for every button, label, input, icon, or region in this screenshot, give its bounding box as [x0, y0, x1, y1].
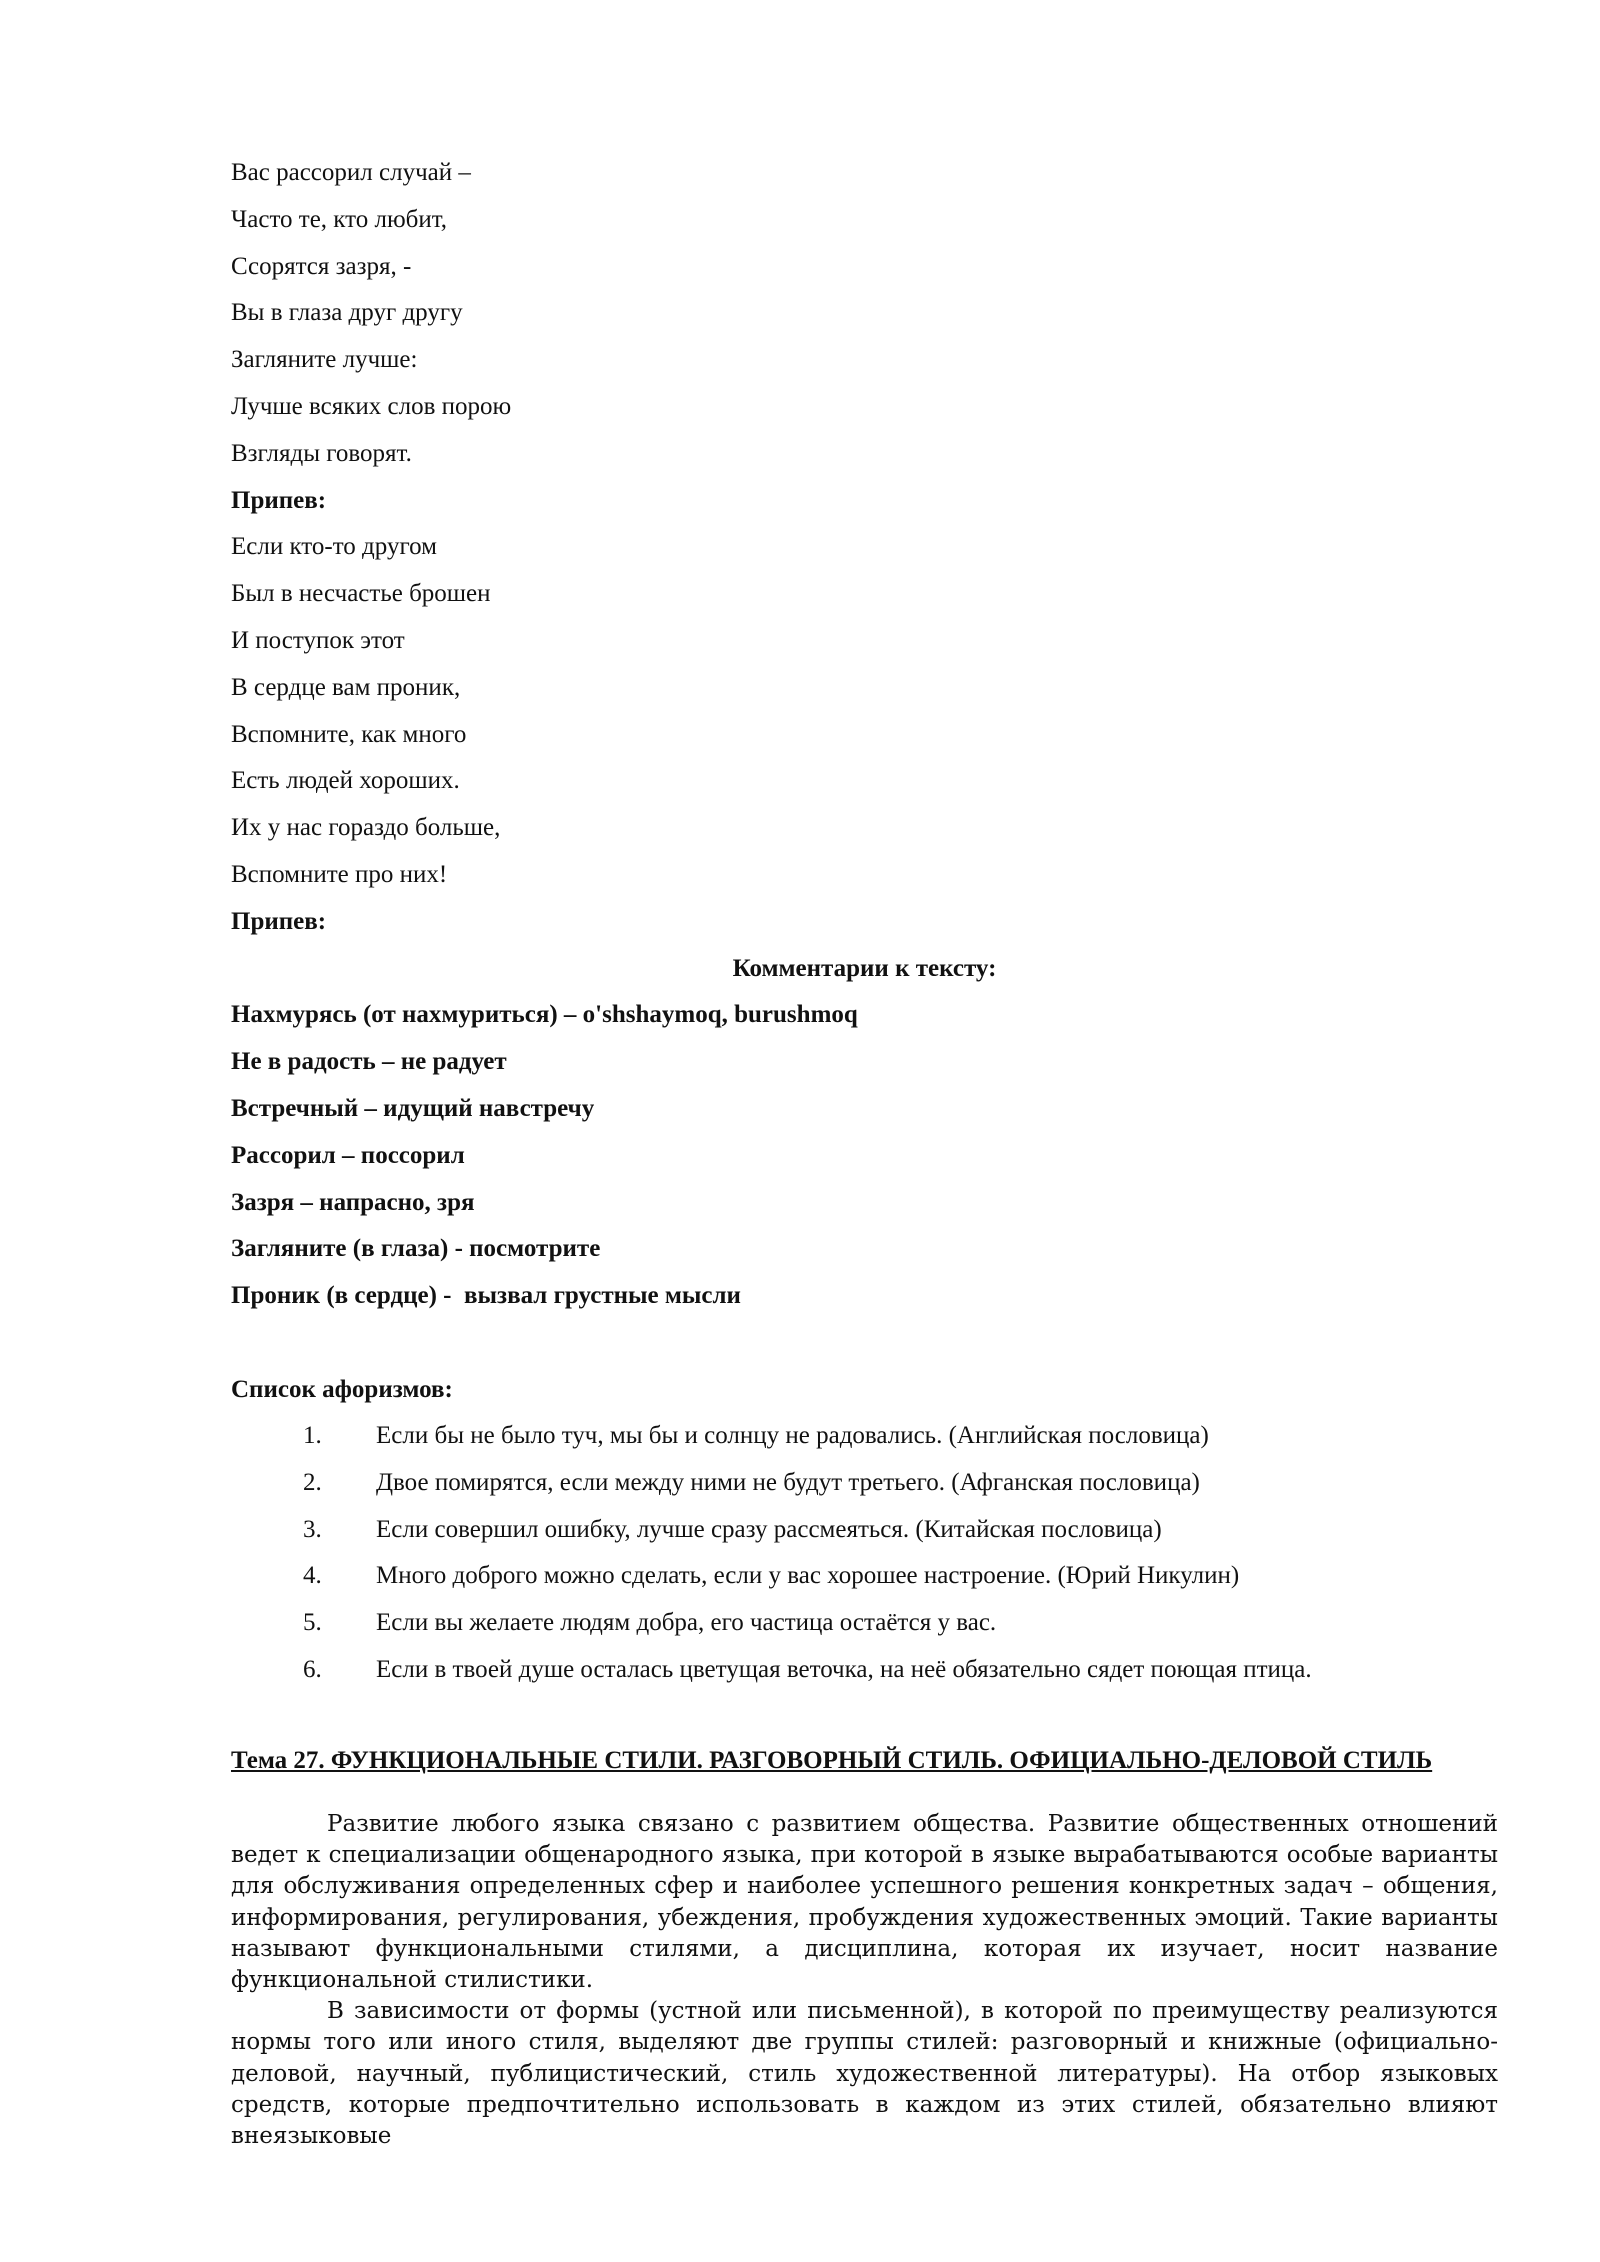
paragraph: Развитие любого языка связано с развитием общества. Развитие общественных отношений ведет к специализации общенародного языка, при которой в языке вырабатываются особые варианты для обслуживания определенных сфер и наиболее успешного решения конкретных задач – общения, информирования, регулирования, убеждения, пробуждения художественных эмоций. Такие варианты называют функциональными стилями, а дисциплина, которая их изучает, носит название функциональной стилистики. — [231, 1811, 1498, 1994]
verse-line: Загляните лучше: — [231, 346, 418, 374]
list-number: 5. — [303, 1609, 322, 1637]
aphorism-item — [231, 1647, 1498, 1694]
aphorism-item — [231, 1460, 1498, 1507]
aphorism-text: Если совершил ошибку, лучше сразу рассмеяться. (Китайская пословица) — [376, 1515, 1162, 1543]
paragraph: В зависимости от формы (устной или письменной), в которой по преимуществу реализуются нормы того или иного стиля, выделяют две группы стилей: разговорный и книжные (официально-деловой, научный, публицистический, стиль художественной литературы). На отбор языковых средств, которые предпочтительно использовать в каждом из этих стилей, обязательно влияют внеязыковые — [231, 1998, 1498, 2150]
glossary — [231, 992, 1498, 1320]
list-number: 4. — [303, 1562, 322, 1590]
aphorisms-heading: Список афоризмов: — [231, 1376, 453, 1403]
verse-line: Вас рассорил случай – — [231, 159, 471, 186]
aphorism-item — [231, 1600, 1498, 1647]
aphorism-text: Если в твоей душе осталась цветущая веточка, на неё обязательно сядет поющая птица. — [376, 1655, 1312, 1683]
aphorism-item — [231, 1507, 1498, 1554]
verse-line: Есть людей хороших. — [231, 767, 460, 795]
verse-line: Ссорятся зазря, - — [231, 252, 412, 280]
glossary-entry: Проник (в сердце) - вызвал грустные мысли — [231, 1282, 741, 1310]
body-text — [231, 1809, 1498, 2152]
aphorism-text: Если бы не было туч, мы бы и солнцу не радовались. (Английская пословица) — [376, 1422, 1209, 1449]
song-verse — [231, 150, 1498, 1320]
aphorism-item — [231, 1413, 1498, 1460]
verse-line: Был в несчастье брошен — [231, 580, 491, 608]
verse-line: Вы в глаза друг другу — [231, 299, 463, 327]
comments-heading: Комментарии к тексту: — [732, 954, 997, 982]
verse-line: Вспомните, как много — [231, 720, 467, 748]
list-number: 2. — [303, 1468, 322, 1496]
verse-line: Вспомните про них! — [231, 860, 448, 888]
glossary-entry: Не в радость – не радует — [231, 1048, 507, 1076]
verse-line: В сердце вам проник, — [231, 673, 461, 701]
chorus-label: Припев: — [231, 486, 327, 514]
aphorism-text: Двое помирятся, если между ними не будут третьего. (Афганская пословица) — [376, 1468, 1200, 1496]
glossary-entry: Рассорил – поссорил — [231, 1141, 465, 1169]
verse-line: Взгляды говорят. — [231, 439, 412, 467]
verse-line: И поступок этот — [231, 626, 405, 654]
glossary-entry: Загляните (в глаза) - посмотрите — [231, 1235, 601, 1263]
topic-heading: Тема 27. ФУНКЦИОНАЛЬНЫЕ СТИЛИ. РАЗГОВОРНЫЙ СТИЛЬ. ОФИЦИАЛЬНО-ДЕЛОВОЙ СТИЛЬ — [231, 1747, 1433, 1774]
verse-line: Если кто-то другом — [231, 533, 437, 561]
chorus-label: Припев: — [231, 907, 327, 935]
glossary-entry: Встречный – идущий навстречу — [231, 1094, 595, 1122]
aphorism-text: Много доброго можно сделать, если у вас хорошее настроение. (Юрий Никулин) — [376, 1562, 1240, 1590]
aphorism-text: Если вы желаете людям добра, его частица остаётся у вас. — [376, 1609, 997, 1637]
verse-line: Часто те, кто любит, — [231, 205, 448, 233]
list-number: 1. — [303, 1422, 322, 1449]
glossary-entry: Зазря – напрасно, зря — [231, 1188, 475, 1216]
list-number: 6. — [303, 1655, 322, 1683]
verse-line: Лучше всяких слов порою — [231, 392, 512, 420]
glossary-entry: Нахмурясь (от нахмуриться) – o'shshaymoq, burushmoq — [231, 1001, 858, 1029]
aphorism-item — [231, 1553, 1498, 1600]
list-number: 3. — [303, 1515, 322, 1543]
verse-line: Их у нас гораздо больше, — [231, 814, 501, 842]
aphorism-list — [231, 1413, 1498, 1694]
